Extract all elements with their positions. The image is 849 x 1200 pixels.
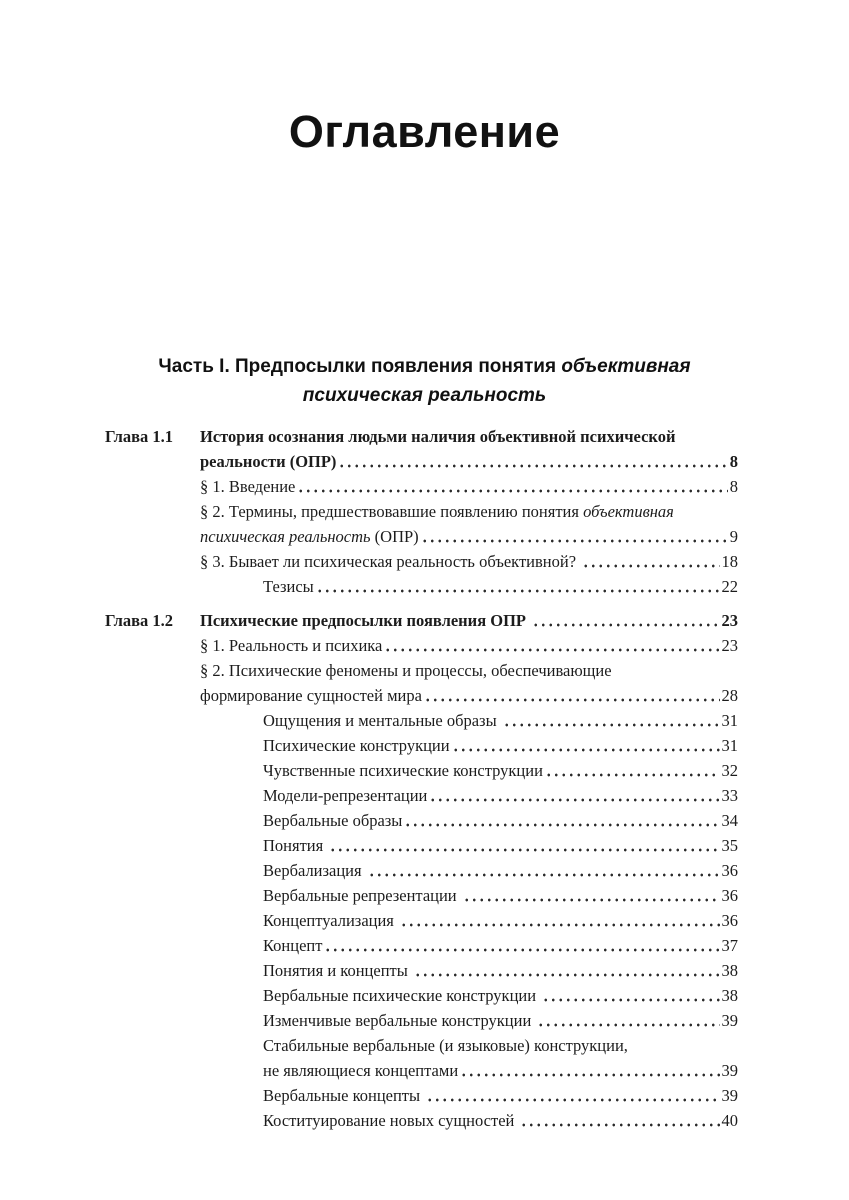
toc-entry [105, 708, 738, 733]
toc-entry [105, 499, 738, 549]
entry-body [200, 858, 738, 883]
page-title: Оглавление [288, 106, 561, 157]
entry-body [200, 1033, 738, 1083]
entry-body [200, 883, 738, 908]
entry-body [200, 733, 738, 758]
entry-body [200, 499, 738, 549]
entry-text: реальности (ОПР) [200, 452, 337, 471]
entry-line [200, 858, 738, 883]
entry-body [200, 958, 738, 983]
page-number: 39 [721, 1011, 738, 1030]
entry-line [200, 1008, 738, 1033]
page-number: 8 [729, 477, 738, 496]
entry-body [200, 908, 738, 933]
toc-entry [105, 549, 738, 574]
entry-body [200, 549, 738, 574]
chapter-label [105, 549, 200, 574]
page-number: 39 [721, 1086, 738, 1105]
entry-line [200, 549, 738, 574]
chapter-label [105, 933, 200, 958]
dot-leader [452, 733, 720, 758]
entry-text: Вербальные репрезентации [263, 886, 461, 905]
toc-entry [105, 733, 738, 758]
part-heading-line-2 [0, 381, 849, 410]
entry-text: История осознания людьми наличия объективной психической [200, 427, 676, 446]
page-number: 8 [729, 452, 738, 471]
dot-leader [316, 574, 720, 599]
entry-line [200, 1058, 738, 1083]
entry-line [200, 783, 738, 808]
toc-entry [105, 1083, 738, 1108]
chapter-label [105, 908, 200, 933]
chapter-label [105, 758, 200, 783]
chapter-label [105, 958, 200, 983]
entry-body [200, 783, 738, 808]
toc-entry [105, 958, 738, 983]
entry-body [200, 808, 738, 833]
dot-leader [329, 833, 719, 858]
entry-body [200, 933, 738, 958]
entry-line [200, 524, 738, 549]
toc-entry [105, 808, 738, 833]
dot-leader [384, 633, 719, 658]
toc-entry [105, 574, 738, 599]
chapter-label [105, 474, 200, 499]
page-number: 23 [721, 636, 738, 655]
entry-line [200, 883, 738, 908]
dot-leader [460, 1058, 719, 1083]
page-number: 40 [721, 1111, 738, 1130]
entry-line [200, 1108, 738, 1133]
entry-line [200, 958, 738, 983]
page-number: 38 [721, 986, 738, 1005]
entry-text: § 1. Реальность и психика [200, 636, 383, 655]
dot-leader [520, 1108, 719, 1133]
entry-line [200, 708, 738, 733]
page-number: 36 [721, 861, 738, 880]
dot-leader [324, 933, 719, 958]
dot-leader [297, 474, 727, 499]
page-number: 34 [721, 811, 738, 830]
entry-line [200, 758, 738, 783]
entry-line [200, 633, 738, 658]
toc-entries [105, 424, 738, 1133]
toc-entry [105, 1108, 738, 1133]
part-heading-regular: Часть I. Предпосылки появления понятия [158, 356, 562, 377]
chapter-label [105, 983, 200, 1008]
entry-body [200, 708, 738, 733]
entry-line [200, 683, 738, 708]
entry-line [200, 1033, 738, 1058]
chapter-label [105, 1083, 200, 1108]
chapter-label [105, 858, 200, 883]
page-number: 33 [721, 786, 738, 805]
entry-text: Концептуализация [263, 911, 399, 930]
chapter-label [105, 1033, 200, 1083]
entry-body [200, 633, 738, 658]
part-heading [0, 352, 849, 410]
chapter-label [105, 574, 200, 599]
page-number: 37 [721, 936, 738, 955]
entry-text: формирование сущностей мира [200, 686, 422, 705]
entry-body [200, 1008, 738, 1033]
chapter-label [105, 1108, 200, 1133]
chapter-label: Глава 1.2 [105, 611, 174, 630]
entry-body [200, 474, 738, 499]
dot-leader [532, 608, 719, 633]
entry-line [200, 833, 738, 858]
dot-leader [400, 908, 719, 933]
part-heading-italic-2: психическая реальность [302, 385, 547, 406]
part-heading-line-1 [0, 352, 849, 381]
dot-leader [414, 958, 720, 983]
entry-text: Чувственные психические конструкции [263, 761, 543, 780]
entry-text: Психические конструкции [263, 736, 450, 755]
toc-entry [105, 1033, 738, 1083]
entry-body [200, 758, 738, 783]
dot-leader [424, 683, 720, 708]
toc-entry [105, 983, 738, 1008]
dot-leader [338, 449, 727, 474]
entry-text: Вербальные концепты [263, 1086, 425, 1105]
entry-line [200, 608, 738, 633]
toc-chapter-entry [105, 424, 738, 474]
entry-text: Концепт [263, 936, 323, 955]
entry-text: Вербализация [263, 861, 366, 880]
chapter-label [105, 658, 200, 708]
page-number: 39 [721, 1061, 738, 1080]
entry-body [200, 833, 738, 858]
entry-line [200, 424, 738, 449]
entry-text: Понятия [263, 836, 328, 855]
entry-text: § 3. Бывает ли психическая реальность объективной? [200, 552, 581, 571]
entry-text: Ощущения и ментальные образы [263, 711, 501, 730]
dot-leader [421, 524, 728, 549]
entry-body [200, 983, 738, 1008]
dot-leader [545, 758, 720, 783]
entry-text: § 2. Психические феномены и процессы, обеспечивающие [200, 661, 612, 680]
chapter-label [105, 633, 200, 658]
toc-entry [105, 474, 738, 499]
chapter-label: Глава 1.1 [105, 427, 174, 446]
entry-text: Тезисы [263, 577, 314, 596]
entry-line [200, 808, 738, 833]
entry-text: § 1. Введение [200, 477, 296, 496]
page-number: 36 [721, 886, 738, 905]
part-heading-italic: объективная [561, 356, 691, 377]
toc-entry [105, 758, 738, 783]
toc-chapter-entry [105, 608, 738, 633]
page-number: 31 [721, 711, 738, 730]
entry-text: Психические предпосылки появления ОПР [200, 611, 531, 630]
dot-leader [426, 1083, 719, 1108]
toc-entry [105, 933, 738, 958]
toc-entry [105, 783, 738, 808]
entry-body [200, 658, 738, 708]
entry-text: психическая реальность (ОПР) [200, 527, 419, 546]
entry-text: Модели-репрезентации [263, 786, 428, 805]
page-number: 23 [721, 611, 738, 630]
chapter-label [105, 1008, 200, 1033]
chapter-label [105, 808, 200, 833]
entry-line [200, 983, 738, 1008]
entry-text: Вербальные образы [263, 811, 403, 830]
dot-leader [582, 549, 719, 574]
toc-entry [105, 658, 738, 708]
dot-leader [463, 883, 720, 908]
toc-entry [105, 633, 738, 658]
page-number: 22 [721, 577, 738, 596]
page-number: 32 [721, 761, 738, 780]
entry-text: Изменчивые вербальные конструкции [263, 1011, 536, 1030]
entry-body [200, 424, 738, 474]
page-number: 35 [721, 836, 738, 855]
toc-entry [105, 908, 738, 933]
toc-entry [105, 858, 738, 883]
entry-text: Понятия и концепты [263, 961, 412, 980]
entry-body [200, 608, 738, 633]
entry-text: Стабильные вербальные (и языковые) конструкции, [263, 1036, 628, 1055]
chapter-label [105, 833, 200, 858]
entry-line [200, 1083, 738, 1108]
entry-text: Вербальные психические конструкции [263, 986, 541, 1005]
entry-line [200, 574, 738, 599]
dot-leader [404, 808, 719, 833]
entry-line [200, 499, 738, 524]
dot-leader [503, 708, 720, 733]
entry-line [200, 474, 738, 499]
entry-line [200, 658, 738, 683]
entry-text: § 2. Термины, предшествовавшие появлению понятия объективная [200, 502, 674, 521]
entry-text: Коституирование новых сущностей [263, 1111, 519, 1130]
entry-text: не являющиеся концептами [263, 1061, 459, 1080]
entry-line [200, 449, 738, 474]
chapter-label [105, 499, 200, 549]
chapter-label [105, 708, 200, 733]
chapter-label [105, 883, 200, 908]
dot-leader [368, 858, 720, 883]
page-number: 36 [721, 911, 738, 930]
dot-leader [537, 1008, 719, 1033]
entry-line [200, 933, 738, 958]
entry-body [200, 1108, 738, 1133]
dot-leader [429, 783, 719, 808]
chapter-label [105, 733, 200, 758]
toc-entry [105, 1008, 738, 1033]
entry-body [200, 574, 738, 599]
entry-line [200, 908, 738, 933]
page-number: 38 [721, 961, 738, 980]
page-number: 28 [721, 686, 738, 705]
chapter-label [105, 783, 200, 808]
page-number: 31 [721, 736, 738, 755]
dot-leader [542, 983, 719, 1008]
page-number: 18 [721, 552, 738, 571]
toc-entry [105, 833, 738, 858]
entry-body [200, 1083, 738, 1108]
entry-line [200, 733, 738, 758]
toc-entry [105, 883, 738, 908]
page-number: 9 [729, 527, 738, 546]
